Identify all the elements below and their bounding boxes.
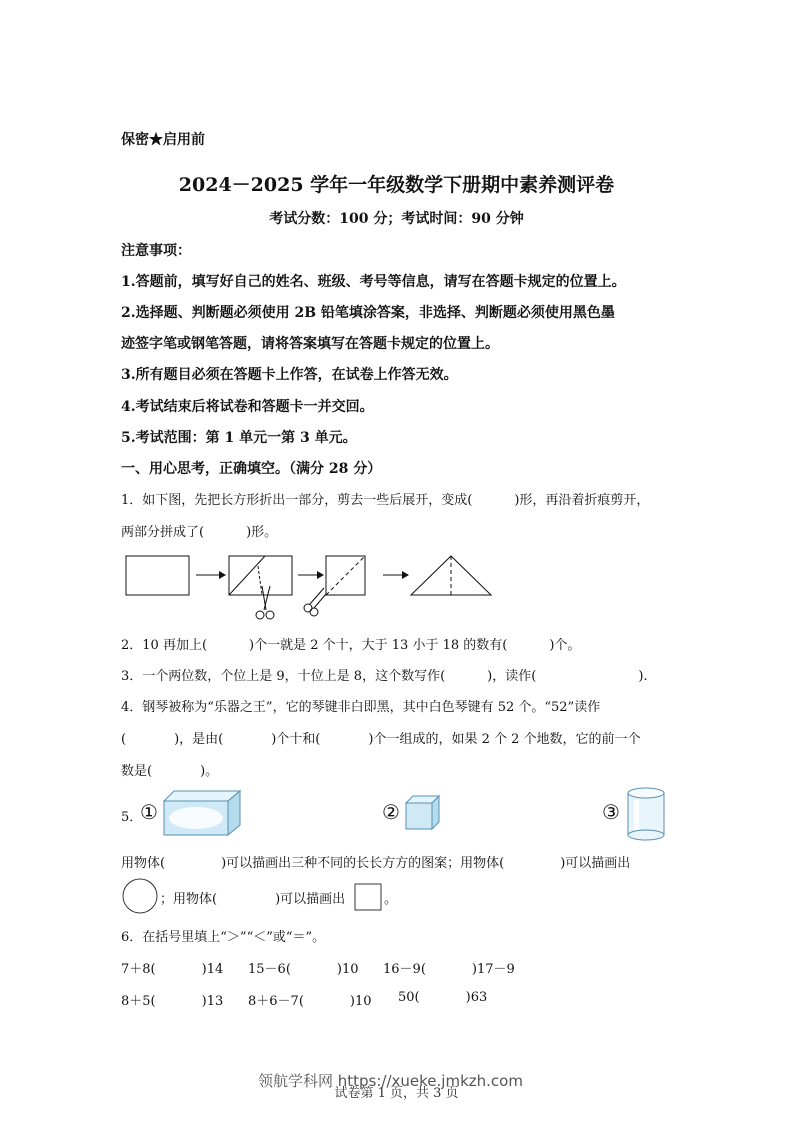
question-2 xyxy=(121,634,580,653)
notice-item: 2.选择题、判断题必须使用 2B 铅笔填涂答案，非选择、判断题必须使用黑色墨 xyxy=(121,305,615,321)
arrow-icon xyxy=(298,571,324,579)
compare-item xyxy=(121,958,223,977)
compare-left: 15－6( xyxy=(248,962,291,977)
cube-icon xyxy=(405,795,441,831)
compare-right: )10 xyxy=(349,994,372,1009)
arrow-icon xyxy=(196,571,226,579)
compare-item xyxy=(383,958,515,977)
compare-right: )10 xyxy=(336,962,359,977)
question-4-line-2 xyxy=(121,728,641,747)
page-title: 2024－2025 学年一年级数学下册期中素养测评卷 xyxy=(178,174,615,196)
question-3 xyxy=(121,665,648,684)
q5-text: )可以描画出 xyxy=(275,892,346,907)
q4-text: )，是由( xyxy=(174,732,224,747)
object-label-3: ③ xyxy=(602,800,620,824)
q2-text: )个一就是 2 个十，大于 13 小于 18 的数有( xyxy=(249,638,508,653)
compare-left: 50( xyxy=(398,990,420,1005)
q5-text: 。 xyxy=(384,892,398,907)
q4-text: )个一组成的，如果 2 个 2 个地数，它的前一个 xyxy=(368,732,641,747)
object-label-1: ① xyxy=(140,800,158,824)
notice-item: 迹签字笔或钢笔答题，请将答案填写在答题卡规定的位置上。 xyxy=(121,336,499,352)
compare-left: 8＋6－7( xyxy=(248,994,304,1009)
compare-item xyxy=(121,990,223,1009)
compare-right: )13 xyxy=(201,994,224,1009)
compare-right: )14 xyxy=(201,962,224,977)
confidential-label: 保密★启用前 xyxy=(121,132,205,148)
circle-shape xyxy=(121,877,159,915)
q3-text: 3．一个两位数，个位上是 9，十位上是 8，这个数写作( xyxy=(121,669,446,684)
folded-paper-shape xyxy=(229,556,292,595)
q4-text: ( xyxy=(121,732,127,747)
q5-text: ；用物体( xyxy=(160,892,218,907)
q4-text: 数是( xyxy=(121,764,153,779)
compare-left: 8＋5( xyxy=(121,994,156,1009)
q5-text: )可以描画出 xyxy=(560,856,631,871)
question-4-line-3 xyxy=(121,760,218,779)
q5-text: )可以描画出三种不同的长长方方的图案；用物体( xyxy=(221,856,505,871)
q1-text: )形，再沿着折痕剪开， xyxy=(514,493,650,508)
q1-text: 1．如下图，先把长方形折出一部分，剪去一些后展开，变成( xyxy=(121,493,473,508)
notice-item: 5.考试范围：第 1 单元一第 3 单元。 xyxy=(121,430,357,446)
q3-text: )，读作( xyxy=(487,669,537,684)
square-shape xyxy=(354,883,382,911)
section-heading: 一、用心思考，正确填空。（满分 28 分） xyxy=(121,461,382,477)
compare-item xyxy=(248,990,372,1009)
q4-text: )个十和( xyxy=(271,732,321,747)
notice-heading: 注意事项： xyxy=(121,243,191,259)
scissors-icon xyxy=(304,588,326,616)
compare-item xyxy=(398,990,487,1005)
q5-text: 用物体( xyxy=(121,856,166,871)
question-1-line-1 xyxy=(121,489,649,508)
q1-figure xyxy=(0,548,793,628)
question-5-number: 5． xyxy=(121,810,143,825)
exam-info: 考试分数：100 分；考试时间：90 分钟 xyxy=(269,211,524,227)
compare-left: 16－9( xyxy=(383,962,426,977)
q1-text: 两部分拼成了( xyxy=(121,525,205,540)
cuboid-icon xyxy=(162,789,242,837)
scissors-icon xyxy=(256,586,274,619)
question-5-line-1 xyxy=(121,852,630,871)
arrow-icon xyxy=(383,571,409,579)
question-1-line-2 xyxy=(121,521,277,540)
compare-item xyxy=(248,958,359,977)
folded-paper-dashed-shape xyxy=(326,556,365,595)
watermark-text: 领航学科网 https://xueke.jmkzh.com xyxy=(258,1072,523,1090)
question-6-intro: 6．在括号里填上“＞”“＜”或“＝”。 xyxy=(121,930,326,945)
notice-item: 1.答题前，填写好自己的姓名、班级、考号等信息，请写在答题卡规定的位置上。 xyxy=(121,274,626,290)
object-label-2: ② xyxy=(382,800,400,824)
question-5-line-2 xyxy=(160,888,345,907)
cylinder-icon xyxy=(626,786,666,842)
compare-right: )17－9 xyxy=(471,962,515,977)
rectangle-shape xyxy=(126,556,189,595)
q4-text: )。 xyxy=(200,764,219,779)
q2-text: 2．10 再加上( xyxy=(121,638,208,653)
notice-item: 3.所有题目必须在答题卡上作答，在试卷上作答无效。 xyxy=(121,367,458,383)
compare-right: )63 xyxy=(465,990,488,1005)
compare-left: 7＋8( xyxy=(121,962,156,977)
question-4-line-1: 4．钢琴被称为“乐器之王”，它的琴键非白即黑，其中白色琴键有 52 个。“52”读作 xyxy=(121,700,601,715)
q1-text: )形。 xyxy=(246,525,278,540)
triangle-shape xyxy=(411,556,491,595)
q3-text: ). xyxy=(638,669,648,684)
page-number: 试卷第 1 页，共 3 页 xyxy=(334,1086,459,1101)
q2-text: )个。 xyxy=(549,638,581,653)
notice-item: 4.考试结束后将试卷和答题卡一并交回。 xyxy=(121,399,374,415)
